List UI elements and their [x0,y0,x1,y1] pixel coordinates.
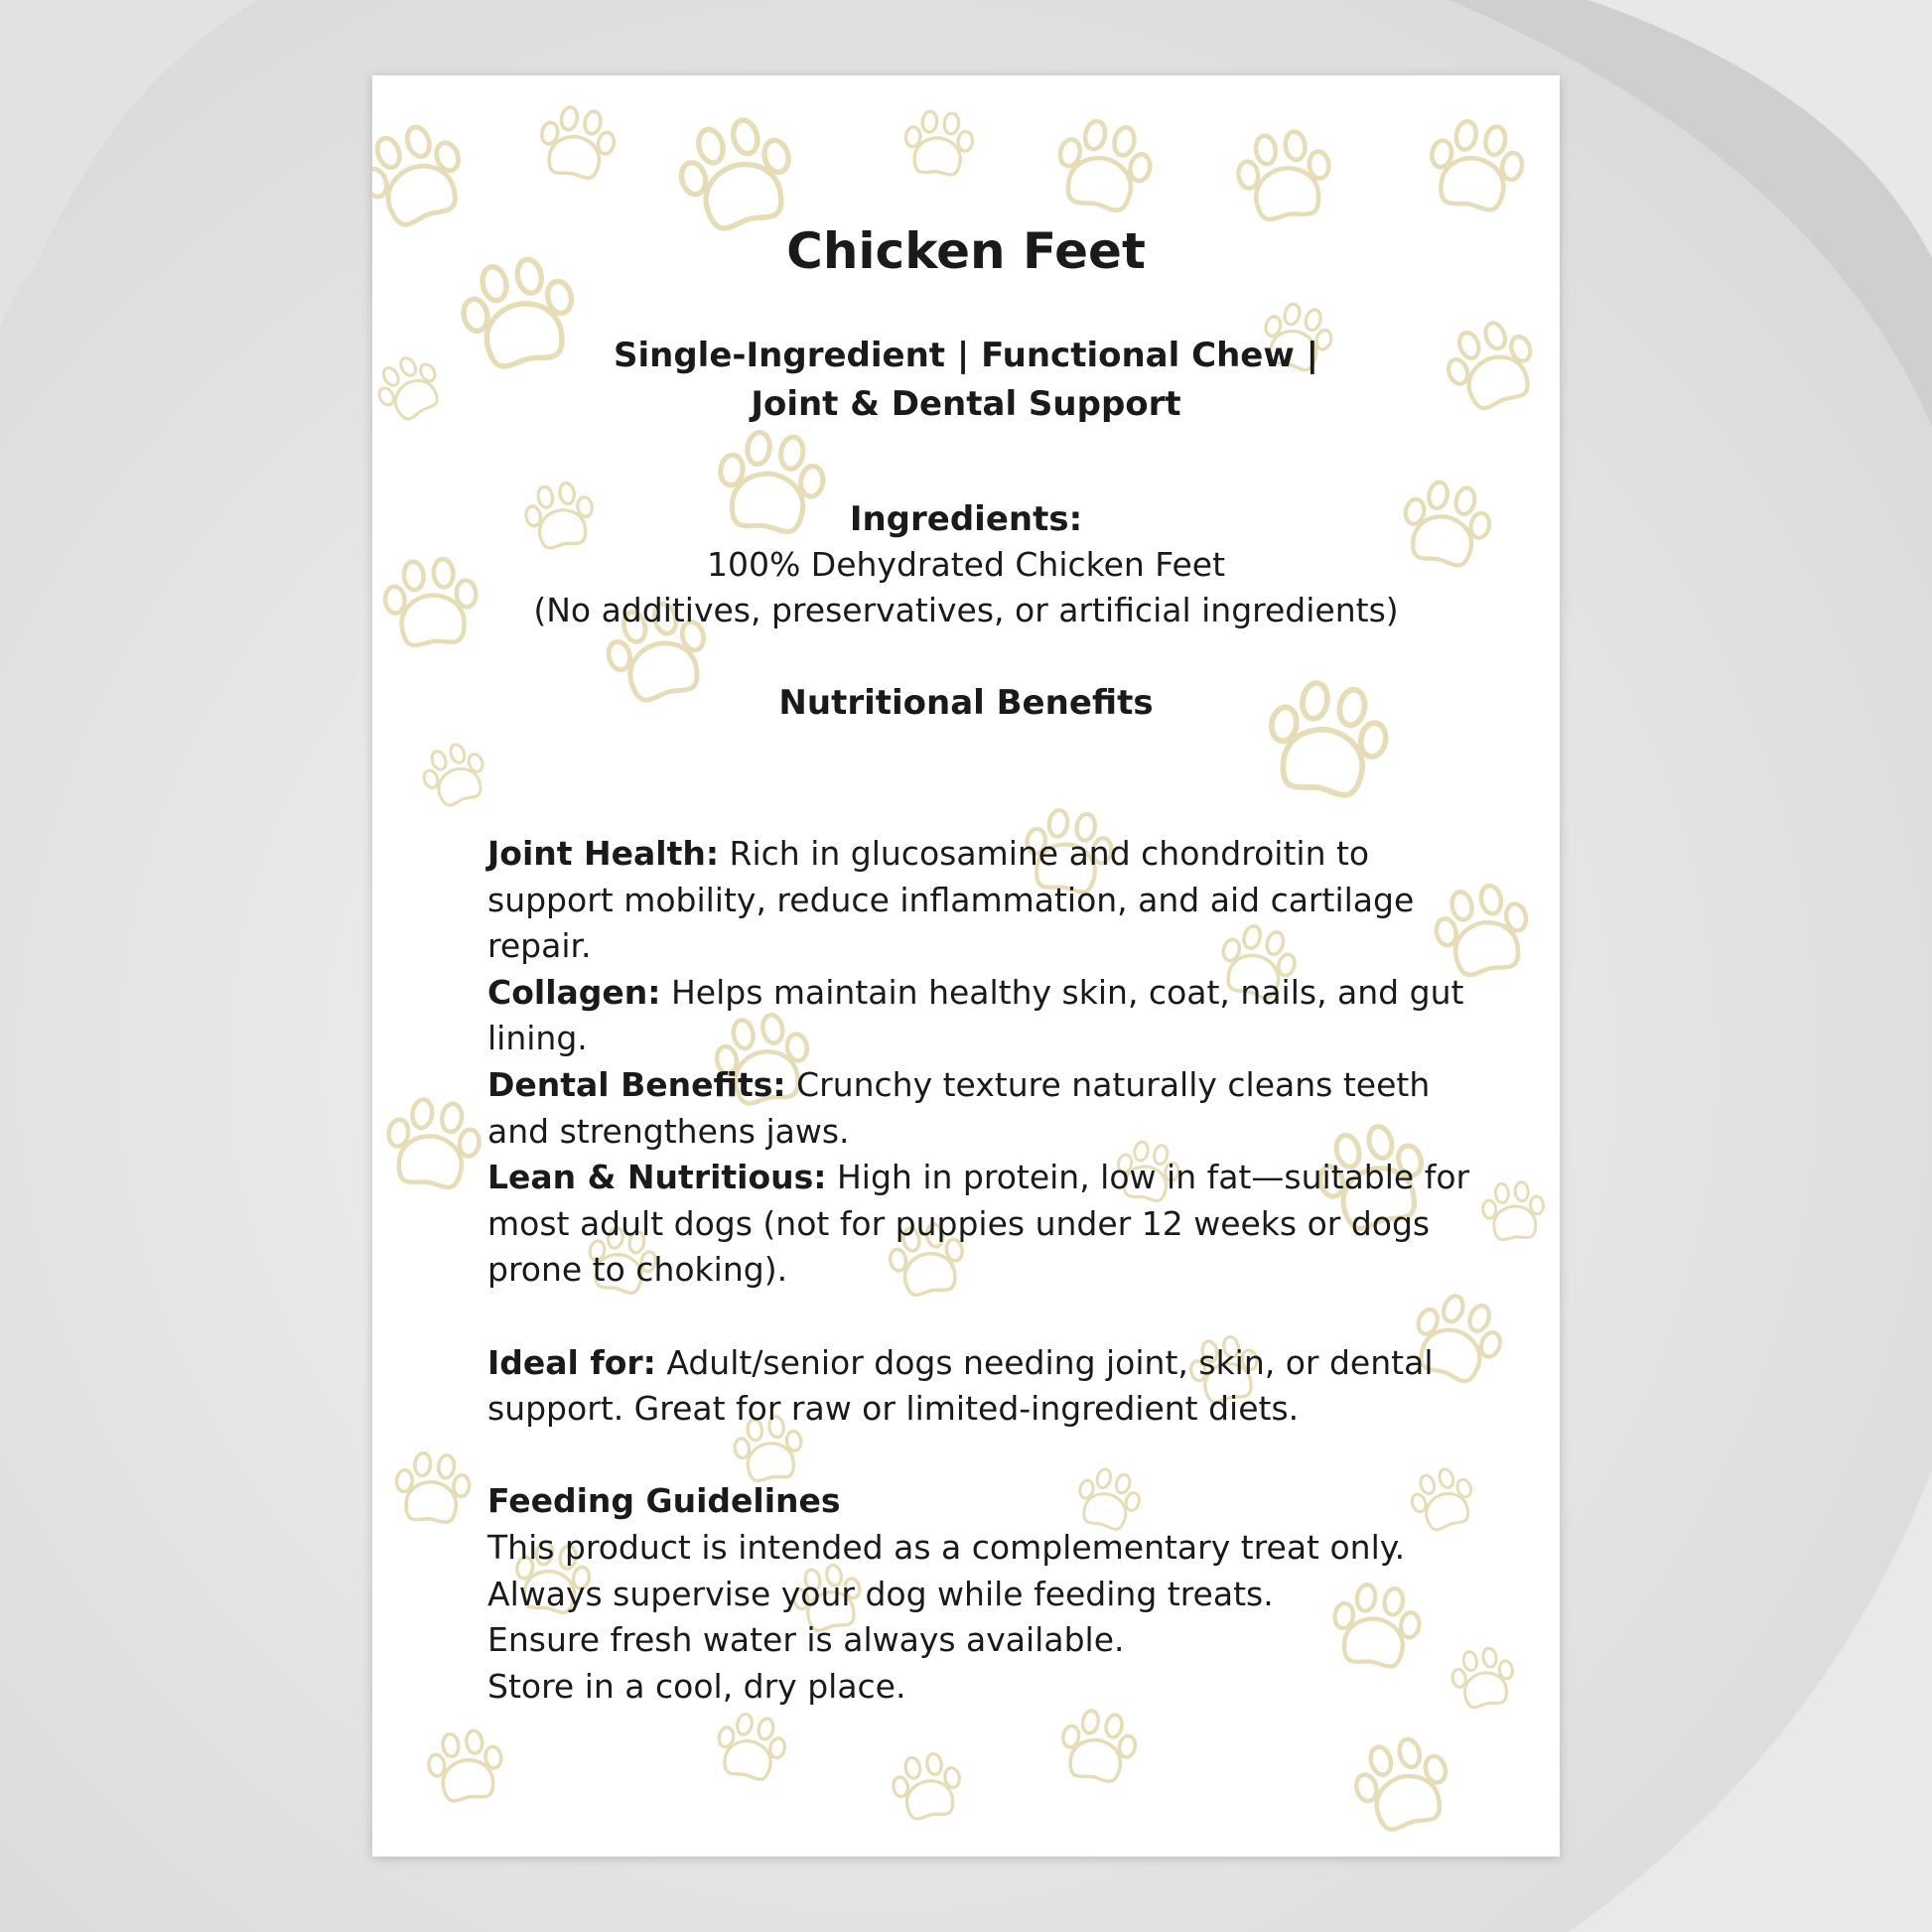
benefit-item [487,1155,1480,1294]
benefit-term: Collagen: [487,972,661,1012]
benefit-item [487,970,1480,1062]
benefit-text: High in protein, low in fat—suitable for most adult dogs (not for puppies under 12 weeks or dogs prone to choking). [487,1158,1470,1290]
feeding-guidelines-heading: Feeding Guidelines [487,1481,841,1521]
feeding-line: This product is intended as a complementary treat only. [487,1527,1406,1567]
subtitle-line-2: Joint & Dental Support [751,384,1181,424]
product-subtitle [372,332,1560,429]
product-label-card [372,75,1560,1857]
product-title: Chicken Feet [786,222,1146,280]
benefit-term: Lean & Nutritious: [487,1158,827,1197]
benefit-item [487,831,1480,970]
ideal-for-text: Adult/senior dogs needing joint, skin, or dental support. Great for raw or limited-ingredient diets. [487,1342,1434,1429]
ingredients-line-1: 100% Dehydrated Chicken Feet [706,545,1226,584]
benefit-term: Joint Health: [487,834,720,873]
ingredients-line-2: (No additives, preservatives, or artificial ingredients) [533,591,1399,629]
subtitle-line-1: Single-Ingredient | Functional Chew | [613,336,1318,375]
feeding-line: Ensure fresh water is always available. [487,1620,1125,1660]
benefit-item [487,1062,1480,1155]
benefits-body [487,831,1480,1710]
benefit-text: Rich in glucosamine and chondroitin to support mobility, reduce inflammation, and aid cartilage repair. [487,834,1415,966]
feeding-line: Always supervise your dog while feeding treats. [487,1574,1274,1613]
benefit-term: Dental Benefits: [487,1064,786,1104]
feeding-line: Store in a cool, dry place. [487,1666,906,1706]
benefit-text: Crunchy texture naturally cleans teeth and strengthens jaws. [487,1064,1431,1151]
benefit-text: Helps maintain healthy skin, coat, nails, and gut lining. [487,972,1464,1058]
ingredients-heading: Ingredients: [849,499,1083,539]
nutritional-benefits-heading: Nutritional Benefits [778,683,1154,723]
ideal-for [487,1340,1480,1433]
ideal-for-term: Ideal for: [487,1342,656,1382]
